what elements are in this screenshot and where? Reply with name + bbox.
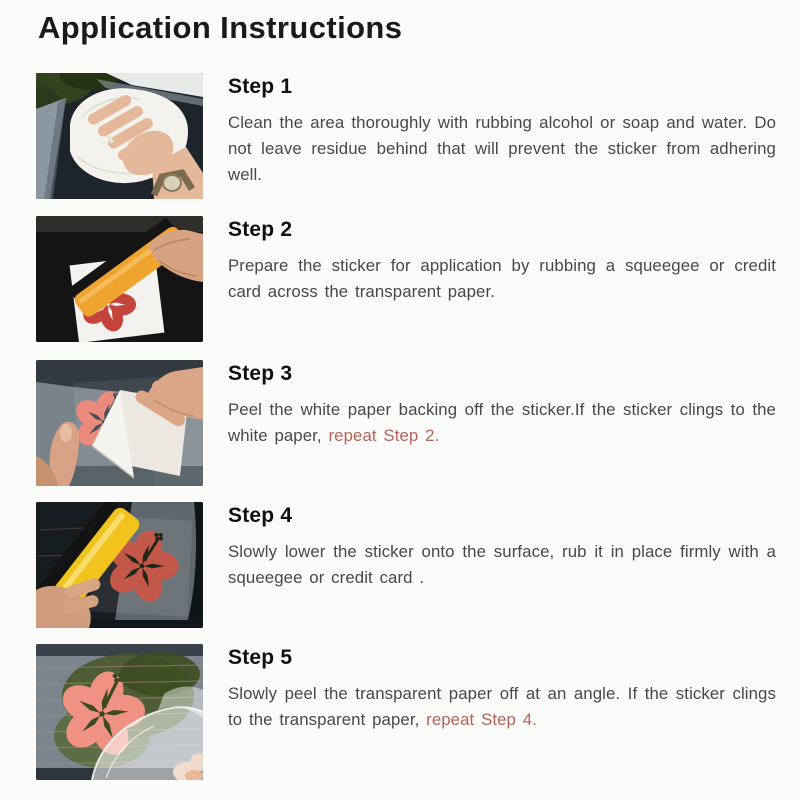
step-2-heading: Step 2 (228, 218, 293, 241)
step-2-photo (36, 216, 203, 342)
squeegee-prep-illustration (36, 216, 203, 342)
peel-backing-illustration (36, 360, 203, 486)
step-3-text (228, 362, 776, 449)
step-3-description (228, 397, 776, 449)
step-5-body-text: Slowly peel the transparent paper off at an angle. If the sticker clings to the transparent paper, (228, 684, 776, 729)
page-title: Application Instructions (38, 10, 403, 45)
peel-transfer-paper-illustration (36, 644, 203, 780)
step-row-2 (36, 216, 776, 356)
step-row-4 (36, 502, 776, 642)
step-5-text (228, 646, 776, 733)
step-3-body-text: Peel the white paper backing off the sticker.If the sticker clings to the white paper, (228, 400, 776, 445)
step-2-text (228, 218, 776, 305)
step-2-description (228, 253, 776, 305)
step-5-description (228, 681, 776, 733)
step-4-heading: Step 4 (228, 504, 293, 527)
step-3-repeat-step-2-reference: repeat Step 2. (328, 426, 440, 445)
step-5-repeat-step-4-reference: repeat Step 4. (426, 710, 537, 729)
step-2-body-text: Prepare the sticker for application by rubbing a squeegee or credit card across the transparent paper. (228, 256, 776, 301)
step-1-text (228, 75, 776, 188)
clean-window-illustration (36, 73, 203, 199)
step-5-heading: Step 5 (228, 646, 293, 669)
step-row-3 (36, 360, 776, 500)
step-3-photo (36, 360, 203, 486)
step-5-photo (36, 644, 203, 780)
step-4-body-text: Slowly lower the sticker onto the surface, rub it in place firmly with a squeegee or credit card . (228, 542, 776, 587)
step-1-heading: Step 1 (228, 75, 293, 98)
step-1-description (228, 110, 776, 188)
apply-sticker-illustration (36, 502, 203, 628)
step-4-description (228, 539, 776, 591)
step-3-heading: Step 3 (228, 362, 293, 385)
step-row-5 (36, 644, 776, 784)
step-row-1 (36, 73, 776, 213)
step-4-photo (36, 502, 203, 628)
step-4-text (228, 504, 776, 591)
step-1-photo (36, 73, 203, 199)
step-1-body-text: Clean the area thoroughly with rubbing alcohol or soap and water. Do not leave residue behind that will prevent the sticker from adhering well. (228, 113, 776, 184)
